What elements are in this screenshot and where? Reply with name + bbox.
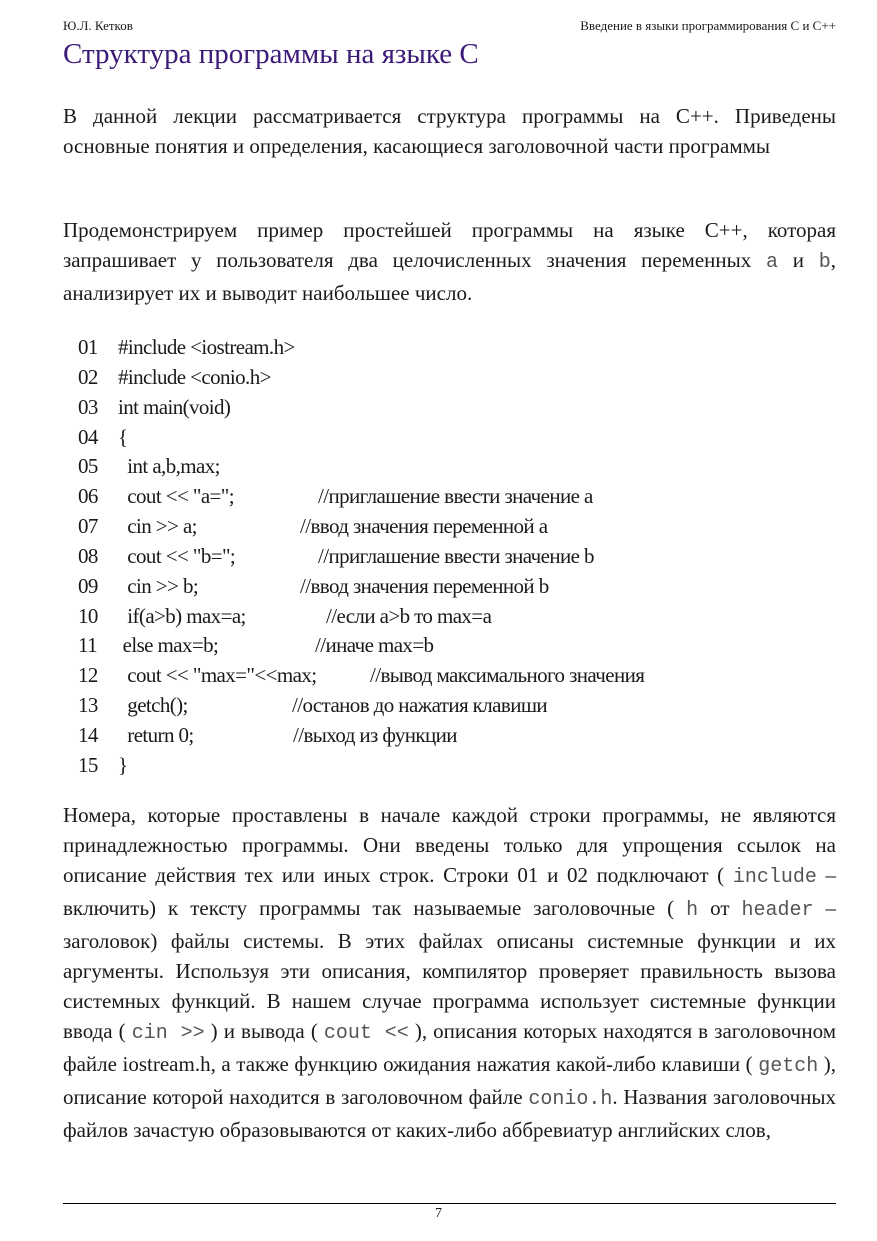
code-comment: //выход из функции (293, 722, 457, 747)
code-text: cout << "a="; (118, 484, 234, 509)
line-number: 09 (78, 573, 98, 598)
keyword-cout: cout << (323, 1022, 409, 1045)
code-text: cin >> b; (118, 573, 199, 598)
keyword-getch: getch (758, 1055, 819, 1078)
code-line (78, 631, 434, 661)
code-text: if(a>b) max=a; (118, 603, 246, 628)
line-number: 03 (78, 394, 98, 419)
line-number: 01 (78, 335, 98, 359)
code-line (78, 751, 316, 781)
code-comment: //приглашение ввести значение a (318, 484, 593, 509)
intro-paragraph: В данной лекции рассматривается структура программы на С++. Приведены основные понятия и определения, касающиеся заголовочной части программы (63, 104, 836, 158)
var-b: b (818, 251, 831, 274)
explain-text-7: ), описание которой находится в заголовочном файле (63, 1052, 837, 1109)
code-listing (78, 333, 645, 781)
example-text-3: , анализирует их и выводит наибольшее число. (63, 248, 836, 305)
explain-text-4: – заголовок) файлы системы. В этих файлах описаны системные функции и их аргументы. Используя эти описания, компилятор проверяет правильность вызова системных функций. В нашем случае программа использует системные функции ввода ( (63, 896, 837, 1043)
code-text: else max=b; (118, 633, 219, 658)
code-line (78, 393, 316, 423)
code-text: #include <iostream.h> (118, 335, 295, 359)
code-line (78, 602, 492, 632)
example-text-2: и (778, 248, 819, 272)
line-number: 15 (78, 752, 98, 777)
code-comment: //останов до нажатия клавиши (292, 693, 548, 718)
code-line (78, 661, 645, 691)
keyword-h: h (686, 899, 699, 922)
line-number: 12 (78, 663, 98, 688)
var-a: a (765, 251, 778, 274)
code-line (78, 452, 316, 482)
line-number: 04 (78, 424, 98, 449)
keyword-include: include (732, 866, 817, 889)
code-text: getch(); (118, 693, 188, 718)
line-number: 06 (78, 484, 98, 509)
page-number: 7 (435, 1206, 442, 1221)
code-comment: //ввод значения переменной a (300, 514, 548, 539)
code-line (78, 423, 316, 453)
code-text: #include <conio.h> (118, 364, 271, 389)
code-line (78, 512, 548, 542)
code-line (78, 333, 316, 363)
explain-text-8: . Названия заголовочных файлов зачастую образовываются от каких-либо аббревиатур английских слов, (63, 1085, 836, 1142)
line-number: 11 (78, 633, 98, 658)
line-number: 08 (78, 543, 98, 568)
code-line (78, 542, 594, 572)
line-number: 07 (78, 514, 98, 539)
code-line (78, 482, 593, 512)
code-text: cout << "b="; (118, 543, 236, 568)
code-text: } (118, 752, 128, 777)
explain-text-3: от (698, 896, 742, 920)
code-line (78, 363, 316, 393)
code-comment: //если a>b то max=a (326, 603, 492, 628)
keyword-header: header (741, 899, 814, 922)
code-comment: //иначе max=b (315, 633, 434, 658)
explain-text-1: Номера, которые проставлены в начале каждой строки программы, не являются принадлежностью программы. Они введены только для упрощения ссылок на описание действия тех или иных строк. Строки 01 и 02 подключают ( (63, 803, 836, 887)
code-comment: //вывод максимального значения (370, 663, 645, 688)
code-text: cout << "max="<<max; (118, 663, 317, 688)
explain-text-6: ), описания которых находятся в заголовочном файле iostream.h, а также функцию ожидания нажатия какой-либо клавиши ( (63, 1019, 836, 1076)
explain-text-2: – включить) к тексту программы так называемые заголовочные ( (63, 863, 836, 920)
header-course: Введение в языки программирования С и С++ (580, 18, 836, 33)
line-number: 14 (78, 722, 98, 747)
code-text: cin >> a; (118, 514, 197, 539)
header-author: Ю.Л. Кетков (63, 18, 133, 33)
example-text-1: Продемонстрируем пример простейшей программы на языке С++, которая запрашивает у пользователя два целочисленных значения переменных (63, 218, 836, 272)
code-text: return 0; (118, 722, 194, 747)
footer-divider (63, 1203, 836, 1204)
line-number: 02 (78, 364, 98, 389)
page-title: Структура программы на языке С (63, 38, 479, 70)
code-comment: //приглашение ввести значение b (318, 543, 594, 568)
code-line (78, 721, 457, 751)
line-number: 05 (78, 454, 98, 479)
keyword-conio: conio.h (528, 1088, 613, 1111)
code-line (78, 691, 548, 721)
explanation-paragraph (63, 800, 836, 1145)
code-text: { (118, 424, 128, 449)
line-number: 13 (78, 693, 98, 718)
explain-text-5: ) и вывода ( (204, 1019, 324, 1043)
line-number: 10 (78, 603, 98, 628)
code-line (78, 572, 549, 602)
code-comment: //ввод значения переменной b (300, 573, 549, 598)
code-text: int a,b,max; (118, 454, 220, 479)
keyword-cin: cin >> (131, 1022, 205, 1045)
example-paragraph (63, 215, 836, 308)
code-text: int main(void) (118, 394, 231, 419)
running-header (63, 18, 836, 34)
